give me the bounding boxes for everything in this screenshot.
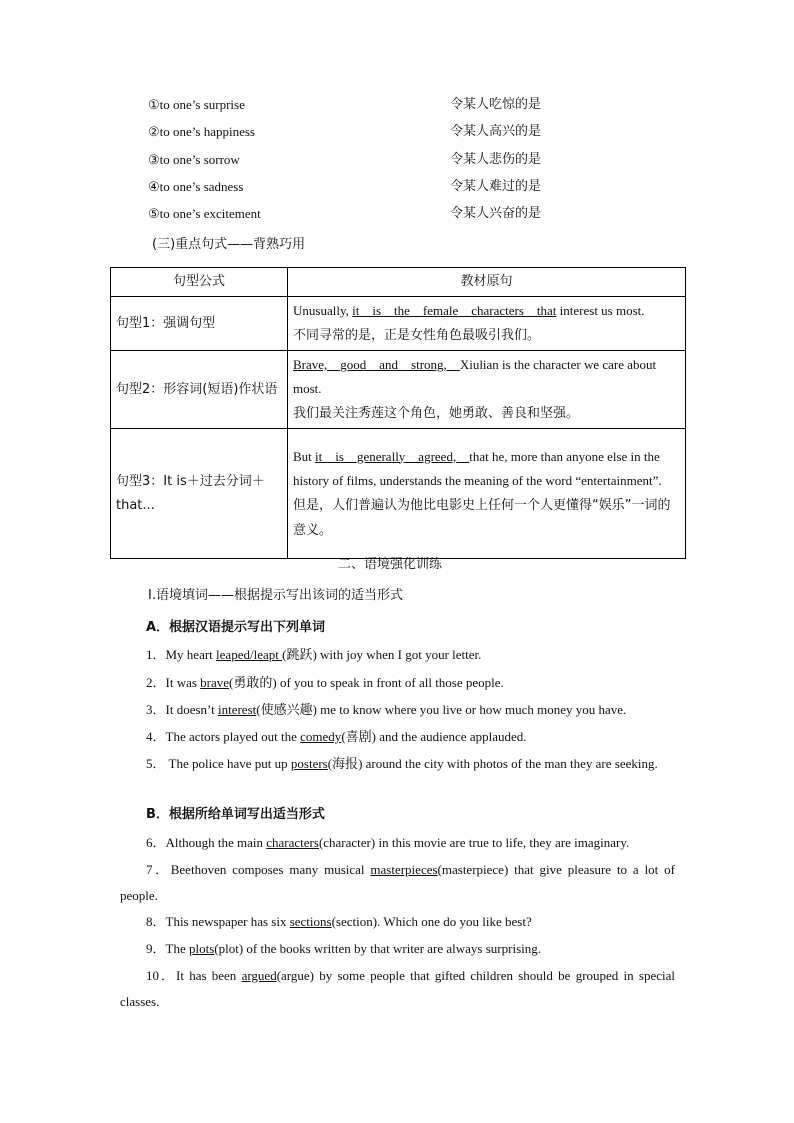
answer-underlined: interest bbox=[217, 702, 257, 717]
item-text: 8．This newspaper has six bbox=[146, 914, 290, 929]
item-text: 9．The bbox=[146, 941, 189, 956]
list-item bbox=[146, 939, 676, 959]
answer-underlined: plots bbox=[188, 941, 215, 956]
phrase-row bbox=[148, 150, 568, 170]
item-text: 4．The actors played out the bbox=[146, 729, 301, 744]
item-text: (使感兴趣) me to know where you live or how much money you have. bbox=[256, 702, 627, 717]
section-title-key-sentences: (三)重点句式——背熟巧用 bbox=[152, 237, 306, 252]
table-row bbox=[111, 351, 686, 429]
list-item bbox=[146, 912, 676, 932]
example-en-pre: But bbox=[293, 448, 316, 464]
phrase-cn: 令某人悲伤的是 bbox=[450, 152, 542, 167]
item-text: (勇敢的) of you to speak in front of all those people. bbox=[229, 675, 504, 690]
pattern-example bbox=[288, 297, 686, 351]
list-item bbox=[120, 857, 675, 909]
part-a-title: A．根据汉语提示写出下列单词 bbox=[146, 620, 326, 635]
sentence-pattern-table bbox=[110, 267, 686, 559]
phrase-row bbox=[148, 95, 568, 115]
part-b-title: B．根据所给单词写出适当形式 bbox=[146, 807, 325, 822]
phrase-cn: 令某人吃惊的是 bbox=[450, 97, 542, 112]
example-cn: 我们最关注秀莲这个角色，她勇敢、善良和坚强。 bbox=[293, 406, 580, 421]
section-title-training: 二、语境强化训练 bbox=[338, 557, 443, 572]
list-item bbox=[146, 700, 676, 720]
list-item bbox=[120, 751, 675, 777]
table-row bbox=[111, 297, 686, 351]
phrase-en: ②to one’s happiness bbox=[148, 124, 255, 139]
item-text: 1．My heart bbox=[146, 647, 217, 662]
example-en-underlined: it__is__generally__agreed,__ bbox=[315, 448, 470, 464]
example-en-post: that he, more than anyone else in the history of films, understands the meaning of the word “entertainment”. bbox=[293, 448, 662, 488]
answer-underlined: comedy bbox=[300, 729, 342, 744]
part-title-word-filling: Ⅰ.语境填词——根据提示写出该词的适当形式 bbox=[148, 588, 403, 603]
answer-underlined: argued bbox=[241, 968, 277, 983]
answer-underlined: masterpieces bbox=[370, 862, 438, 877]
example-cn: 但是，人们普遍认为他比电影史上任何一个人更懂得“娱乐”一词的意义。 bbox=[293, 497, 671, 538]
item-text: (masterpiece) that give pleasure to a lot of people. bbox=[120, 862, 675, 903]
phrase-row bbox=[148, 177, 568, 197]
table-row bbox=[111, 429, 686, 559]
phrase-cn: 令某人难过的是 bbox=[450, 179, 542, 194]
phrase-en: ③to one’s sorrow bbox=[148, 152, 240, 167]
item-text: 2．It was bbox=[146, 675, 201, 690]
pattern-example bbox=[288, 351, 686, 429]
table-header-cell: 教材原句 bbox=[288, 268, 686, 297]
item-text: (跳跃) with joy when I got your letter. bbox=[282, 647, 482, 662]
item-text: 5． The police have put up bbox=[146, 756, 291, 771]
phrase-cn: 令某人兴奋的是 bbox=[450, 206, 542, 221]
list-item bbox=[146, 673, 676, 693]
answer-underlined: posters bbox=[290, 756, 328, 771]
item-text: (character) in this movie are true to life, they are imaginary. bbox=[318, 835, 630, 850]
pattern-example bbox=[288, 429, 686, 559]
item-text: (海报) around the city with photos of the man they are seeking. bbox=[327, 756, 658, 771]
list-item bbox=[146, 727, 676, 747]
item-text: 10．It has been bbox=[146, 968, 242, 983]
example-en-post: interest us most. bbox=[556, 303, 645, 318]
item-text: (section). Which one do you like best? bbox=[331, 914, 532, 929]
example-en-pre: Unusually, bbox=[293, 303, 353, 318]
example-en-underlined: it__is__the__female__characters__that bbox=[352, 303, 557, 318]
table-header-row bbox=[111, 268, 686, 297]
example-cn: 不同寻常的是，正是女性角色最吸引我们。 bbox=[293, 328, 541, 343]
answer-underlined: leaped/leapt bbox=[216, 647, 283, 662]
pattern-label: 句型3：It is＋过去分词＋that... bbox=[111, 429, 288, 559]
list-item bbox=[146, 833, 676, 853]
list-item bbox=[146, 645, 676, 665]
item-text: 3．It doesn’t bbox=[146, 702, 218, 717]
phrase-en: ④to one’s sadness bbox=[148, 179, 244, 194]
item-text: (plot) of the books written by that writer are always surprising. bbox=[214, 941, 541, 956]
table-header-cell: 句型公式 bbox=[111, 268, 288, 297]
phrase-cn: 令某人高兴的是 bbox=[450, 124, 542, 139]
pattern-label: 句型2：形容词(短语)作状语 bbox=[111, 351, 288, 429]
phrase-row bbox=[148, 122, 568, 142]
phrase-en: ⑤to one’s excitement bbox=[148, 206, 261, 221]
list-item bbox=[120, 963, 675, 1015]
phrase-row bbox=[148, 204, 568, 224]
answer-underlined: characters bbox=[266, 835, 319, 850]
item-text: (喜剧) and the audience applauded. bbox=[341, 729, 527, 744]
item-text: 7．Beethoven composes many musical bbox=[146, 862, 371, 877]
answer-underlined: sections bbox=[289, 914, 332, 929]
example-en-underlined: Brave,__good__and__strong,__ bbox=[293, 357, 460, 372]
example-en-post: Xiulian is the character we care about most. bbox=[293, 357, 657, 396]
pattern-label: 句型1：强调句型 bbox=[111, 297, 288, 351]
phrase-en: ①to one’s surprise bbox=[148, 97, 245, 112]
answer-underlined: brave bbox=[200, 675, 230, 690]
item-text: (argue) by some people that gifted children should be grouped in special classes. bbox=[120, 968, 675, 1009]
item-text: 6．Although the main bbox=[146, 835, 267, 850]
